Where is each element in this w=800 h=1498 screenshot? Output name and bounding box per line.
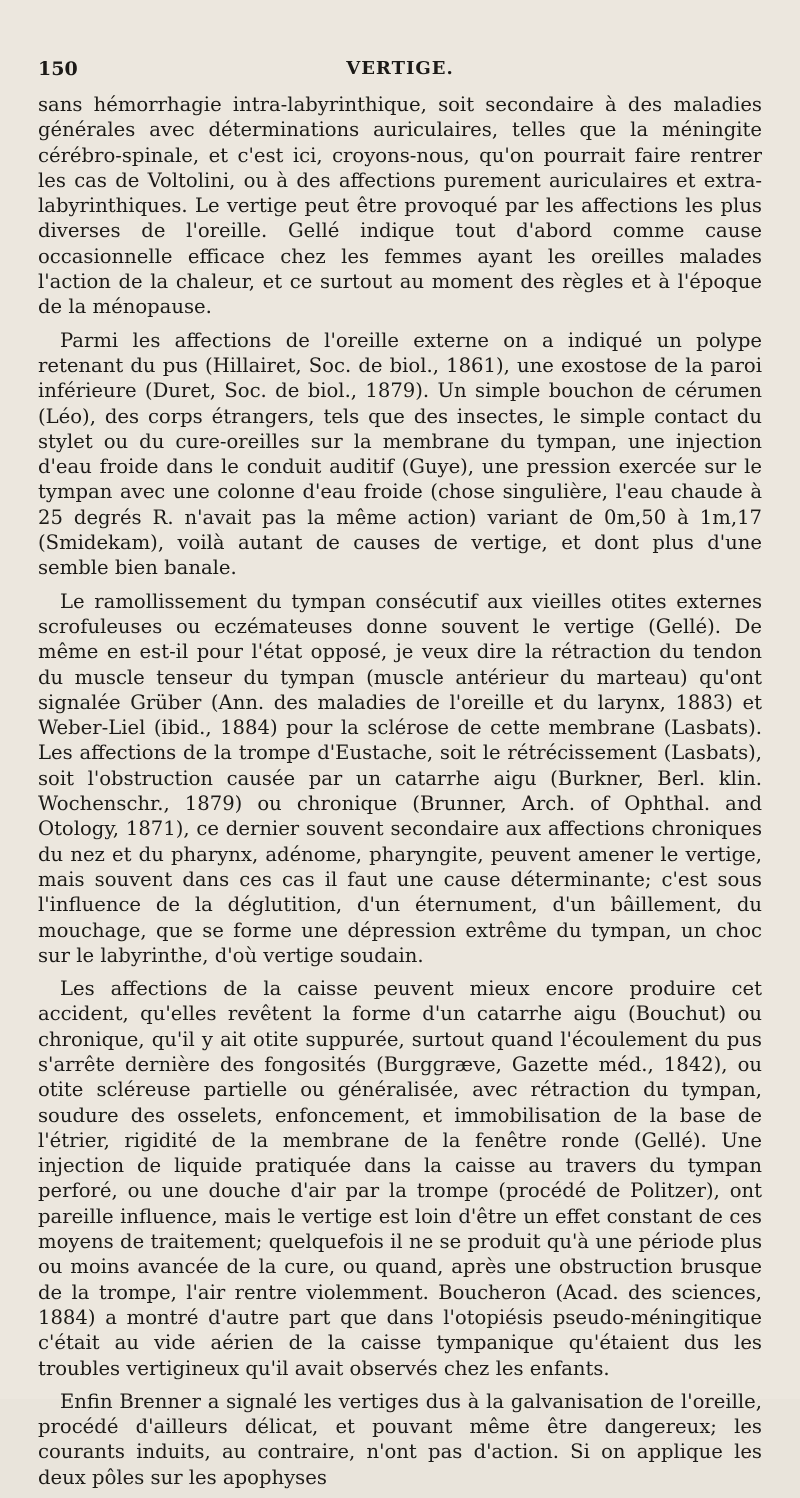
running-head: VERTIGE. (346, 58, 454, 79)
page-header (38, 58, 762, 86)
page-number: 150 (38, 58, 78, 80)
paragraph-middle-ear: Les affections de la caisse peuvent mieux encore produire cet accident, qu'elles revêtent la forme d'un catarrhe aigu (Bouchut) ou chronique, qu'il y ait otite suppurée, surtout quand l'écoulement du pus s'arrête dernière des fongosités (Burggræve, Gazette méd., 1842), ou otite scléreuse partielle ou généralisée, avec rétraction du tympan, soudure des osselets, enfoncement, et immobilisation de la base de l'étrier, rigidité de la membrane de la fenêtre ronde (Gellé). Une injection de liquide pratiquée dans la caisse au travers du tympan perforé, ou une douche d'air par la trompe (procédé de Politzer), ont pareille influence, mais le vertige est loin d'être un effet constant de ces moyens de traitement; quelquefois il ne se produit qu'à une période plus ou moins avancée de la cure, ou quand, après une obstruction brusque de la trompe, l'air rentre violemment. Boucheron (Acad. des sciences, 1884) a montré d'autre part que dans l'otopiésis pseudo-méningitique c'était au vide aérien de la caisse tympanique qu'étaient dus les troubles vertigineux qu'il avait observés chez les enfants. (38, 977, 762, 1380)
paragraph-external-ear: Parmi les affections de l'oreille externe on a indiqué un polype retenant du pus (Hillairet, Soc. de biol., 1861), une exostose de la paroi inférieure (Duret, Soc. de biol., 1879). Un simple bouchon de cérumen (Léo), des corps étrangers, tels que des insectes, le simple contact du stylet ou du cure-oreilles sur la membrane du tympan, une injection d'eau froide dans le conduit auditif (Guye), une pression exercée sur le tympan avec une colonne d'eau froide (chose singulière, l'eau chaude à 25 degrés R. n'avait pas la même action) variant de 0m,50 à 1m,17 (Smidekam), voilà autant de causes de vertige, et dont plus d'une semble bien banale. (38, 328, 762, 580)
paragraph-galvanisation: Enfin Brenner a signalé les vertiges dus à la galvanisation de l'oreille, procédé d'ailleurs délicat, et pouvant même être dangereux; les courants induits, au contraire, n'ont pas d'action. Si on applique les deux pôles sur les apophyses (38, 1389, 762, 1489)
paragraph-tympanum-eustachian: Le ramollissement du tympan consécutif aux vieilles otites externes scrofuleuses ou eczémateuses donne souvent le vertige (Gellé). De même en est-il pour l'état opposé, je veux dire la rétraction du tendon du muscle tenseur du tympan (muscle antérieur du marteau) qu'ont signalée Grüber (Ann. des maladies de l'oreille et du larynx, 1883) et Weber-Liel (ibid., 1884) pour la sclérose de cette membrane (Lasbats). Les affections de la trompe d'Eustache, soit le rétrécissement (Lasbats), soit l'obstruction causée par un catarrhe aigu (Burkner, Berl. klin. Wochenschr., 1879) ou chronique (Brunner, Arch. of Ophthal. and Otology, 1871), ce dernier souvent secondaire aux affections chroniques du nez et du pharynx, adénome, pharyngite, peuvent amener le vertige, mais souvent dans ces cas il faut une cause déterminante; c'est sous l'influence de la déglutition, d'un éternument, d'un bâillement, du mouchage, que se forme une dépression extrême du tympan, un choc sur le labyrinthe, d'où vertige soudain. (38, 589, 762, 967)
paragraph-continuation: sans hémorrhagie intra-labyrinthique, soit secondaire à des maladies générales avec déterminations auriculaires, telles que la méningite cérébro-spinale, et c'est ici, croyons-nous, qu'on pourrait faire rentrer les cas de Voltolini, ou à des affections purement auriculaires et extra-labyrinthiques. Le vertige peut être provoqué par les affections les plus diverses de l'oreille. Gellé indique tout d'abord comme cause occasionnelle efficace chez les femmes ayant les oreilles malades l'action de la chaleur, et ce surtout au moment des règles et à l'époque de la ménopause. (38, 93, 762, 319)
text-body (38, 92, 762, 1498)
